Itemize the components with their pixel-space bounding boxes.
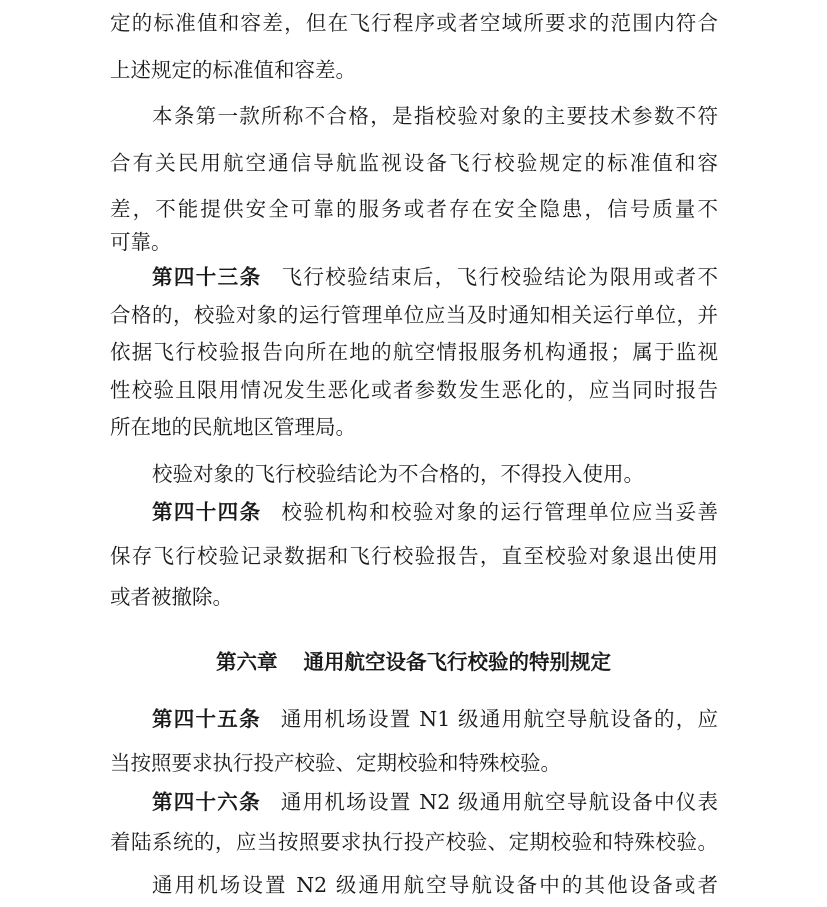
- article-text: 校验机构和校验对象的运行管理单位应当妥善: [281, 500, 719, 524]
- article-text: 通用机场设置 N2 级通用航空导航设备中仪表: [280, 790, 719, 814]
- article-46-line: [152, 787, 718, 817]
- article-text: 通用机场设置 N1 级通用航空导航设备的，应: [280, 707, 719, 731]
- text-line: 或者被撤除。: [110, 585, 233, 609]
- chapter-heading: [0, 647, 827, 677]
- text-line: 通用机场设置 N2 级通用航空导航设备中的其他设备或者: [152, 873, 718, 897]
- article-heading: 第四十五条: [152, 707, 261, 731]
- text-line: 合格的，校验对象的运行管理单位应当及时通知相关运行单位，并: [110, 303, 718, 327]
- text-line: 校验对象的飞行校验结论为不合格的，不得投入使用。: [152, 462, 644, 486]
- article-45-line: [152, 704, 718, 734]
- article-44-line: [152, 497, 718, 527]
- text-line: 上述规定的标准值和容差。: [110, 58, 356, 82]
- text-line: 性校验且限用情况发生恶化或者参数发生恶化的，应当同时报告: [110, 378, 718, 402]
- chapter-number: 第六章: [216, 650, 278, 674]
- text-line: 着陆系统的，应当按照要求执行投产校验、定期校验和特殊校验。: [110, 830, 718, 854]
- text-line: 依据飞行校验报告向所在地的航空情报服务机构通报；属于监视: [110, 340, 718, 364]
- text-line: 所在地的民航地区管理局。: [110, 415, 356, 439]
- article-heading: 第四十六条: [152, 790, 261, 814]
- article-text: 飞行校验结束后，飞行校验结论为限用或者不: [281, 265, 719, 289]
- chapter-title: 通用航空设备飞行校验的特别规定: [303, 650, 611, 674]
- text-line: 合有关民用航空通信导航监视设备飞行校验规定的标准值和容: [110, 151, 718, 175]
- text-line: 可靠。: [110, 230, 172, 254]
- article-43-line: [152, 262, 718, 292]
- text-line: 本条第一款所称不合格，是指校验对象的主要技术参数不符: [152, 104, 718, 128]
- text-line: 定的标准值和容差，但在飞行程序或者空域所要求的范围内符合: [110, 11, 718, 35]
- text-line: 保存飞行校验记录数据和飞行校验报告，直至校验对象退出使用: [110, 544, 718, 568]
- text-line: 差，不能提供安全可靠的服务或者存在安全隐患，信号质量不: [110, 197, 718, 221]
- text-line: 当按照要求执行投产校验、定期校验和特殊校验。: [110, 751, 561, 775]
- article-heading: 第四十三条: [152, 265, 262, 289]
- article-heading: 第四十四条: [152, 500, 262, 524]
